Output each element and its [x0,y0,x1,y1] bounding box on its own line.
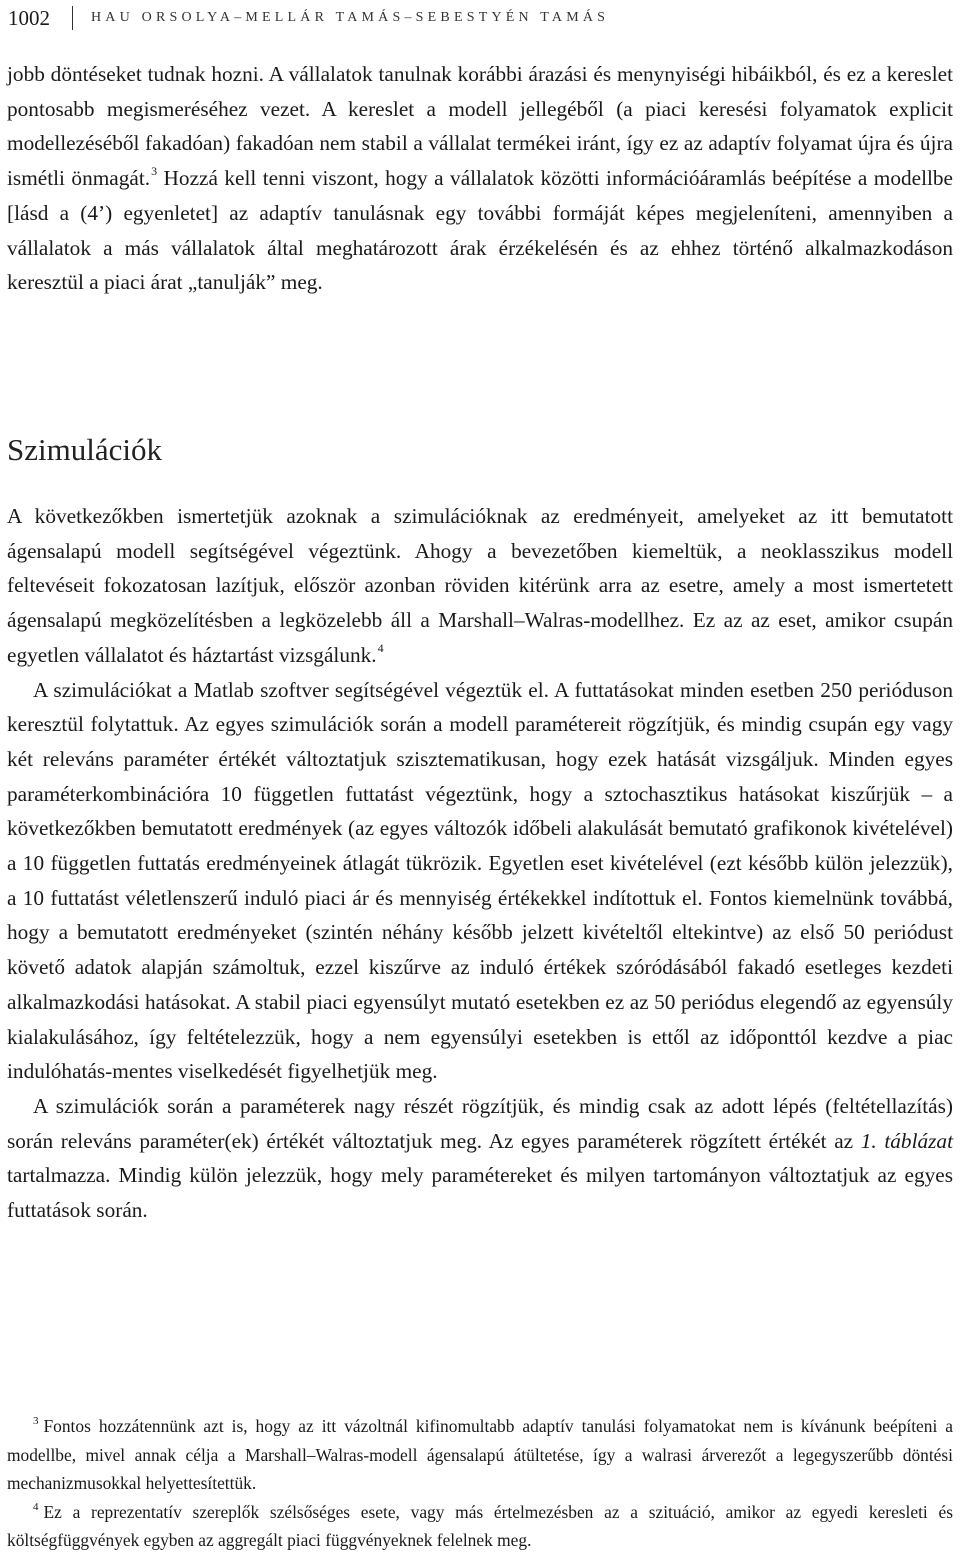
footnotes [7,1412,953,1555]
footnote-3 [7,1412,953,1498]
footnote-text: Fontos hozzátennünk azt is, hogy az itt vázoltnál kifinomultabb adaptív tanulási folyamatokat nem is kívánunk beépíteni a modellbe, mivel annak célja a Marshall–Walras-modell ágensalapú átültetése, így a walrasi árverezőt a legegyszerűbb döntési mechanizmusokkal helyettesítettük. [7,1416,953,1494]
header-divider [72,6,73,30]
paragraph-adaptive-learning [7,57,953,300]
paragraph-text: A következőkben ismertetjük azoknak a szimulációknak az eredményeit, amelyeket az itt bemutatott ágensalapú modell segítségével végeztünk. Ahogy a bevezetőben kiemeltük, a neoklasszikus modell feltevéseit fokozatosan lazítjuk, először azonban röviden kitérünk arra az esetre, amely a most ismertetett ágensalapú megközelítésben a legközelebb áll a Marshall–Walras-modellhez. Ez az az eset, amikor csupán egyetlen vállalatot és háztartást vizsgálunk. [7,504,953,667]
body-block-2 [7,499,953,1228]
footnote-number: 4 [33,1500,39,1513]
paragraph-text: tartalmazza. Mindig külön jelezzük, hogy mely paramétereket és milyen tartományon változtatjuk az egyes futtatások során. [7,1163,953,1223]
running-head-authors: HAU ORSOLYA–MELLÁR TAMÁS–SEBESTYÉN TAMÁS [91,10,610,25]
footnote-4 [7,1498,953,1555]
page-number: 1002 [8,6,50,30]
paragraph-simulations-intro [7,499,953,673]
body-block-1 [7,57,953,300]
section-heading-simulations: Szimulációk [7,432,162,467]
running-header [8,6,609,30]
footnote-number: 3 [33,1415,39,1427]
paragraph-text: A szimulációk során a paraméterek nagy részét rögzítjük, és mindig csak az adott lépés (feltétellazítás) során releváns paraméter(ek) értékét változtatjuk meg. Az egyes paraméterek rögzített értékét az [7,1093,953,1153]
paragraph-text: jobb döntéseket tudnak hozni. A vállalatok tanulnak korábbi árazási és menynyiségi hibáikból, és ez a kereslet pontosabb megismeréséhez vezet. A kereslet a modell jellegéből (a piaci keresési folyamatok explicit modellezéséből fakadóan) fakadóan nem stabil a vállalat termékei iránt, így ez az adaptív folyamat újra és újra ismétli önmagát. [7,62,953,191]
paragraph-text: Hozzá kell tenni viszont, hogy a vállalatok közötti információáramlás beépítése a modellbe [lásd a (4’) egyenletet] az adaptív tanulásnak egy további formáját képes megjeleníteni, amennyiben a vállalatok a más vállalatok által meghatározott árak érzékelésén és az ehhez történő alkalmazkodáson keresztül a piaci árat „tanulják” meg. [7,166,953,295]
footnote-ref-4[interactable]: 4 [377,640,384,655]
paragraph-parameters [7,1089,953,1228]
footnote-text: Ez a reprezentatív szereplők szélsőséges esete, vagy más értelmezésben az a szituáció, amikor az egyedi keresleti és költségfüggvények egyben az aggregált piaci függvényeknek felelnek meg. [7,1501,953,1551]
paragraph-matlab-runs: A szimulációkat a Matlab szoftver segítségével végeztük el. A futtatásokat minden esetben 250 perióduson keresztül folytattuk. Az egyes szimulációk során a modell paramétereit rögzítjük, és mindig csupán egy vagy két releváns paraméter értékét változtatjuk szisztematikusan, hogy ezek hatását vizsgáljuk. Minden egyes paraméterkombinációra 10 független futtatást végeztünk, hogy a sztochasztikus hatásokat kiszűrjük – a következőkben bemutatott eredmények (az egyes változók időbeli alakulását bemutató grafikonok kivételével) a 10 független futtatás eredményeinek átlagát tükrözik. Egyetlen eset kivételével (ezt később külön jelezzük), a 10 futtatást véletlenszerű induló piaci ár és mennyiség értékekkel indítottuk el. Fontos kiemelnünk továbbá, hogy a bemutatott eredményeket (szintén néhány később jelzett kivételtől eltekintve) az első 50 periódust követő adatok alapján számoltuk, ezzel kiszűrve az induló értékek szóródásából fakadó esetleges kezdeti alkalmazkodási hatásokat. A stabil piaci egyensúlyt mutató esetekben ez az 50 periódus elegendő az egyensúly kialakulásához, így feltételezzük, hogy a nem egyensúlyi esetekben is ettől az időponttól kezdve a piac indulóhatás-mentes viselkedését figyelhetjük meg. [7,677,953,1084]
table-reference: 1. táblázat [860,1128,953,1153]
footnote-ref-3[interactable]: 3 [151,164,158,179]
